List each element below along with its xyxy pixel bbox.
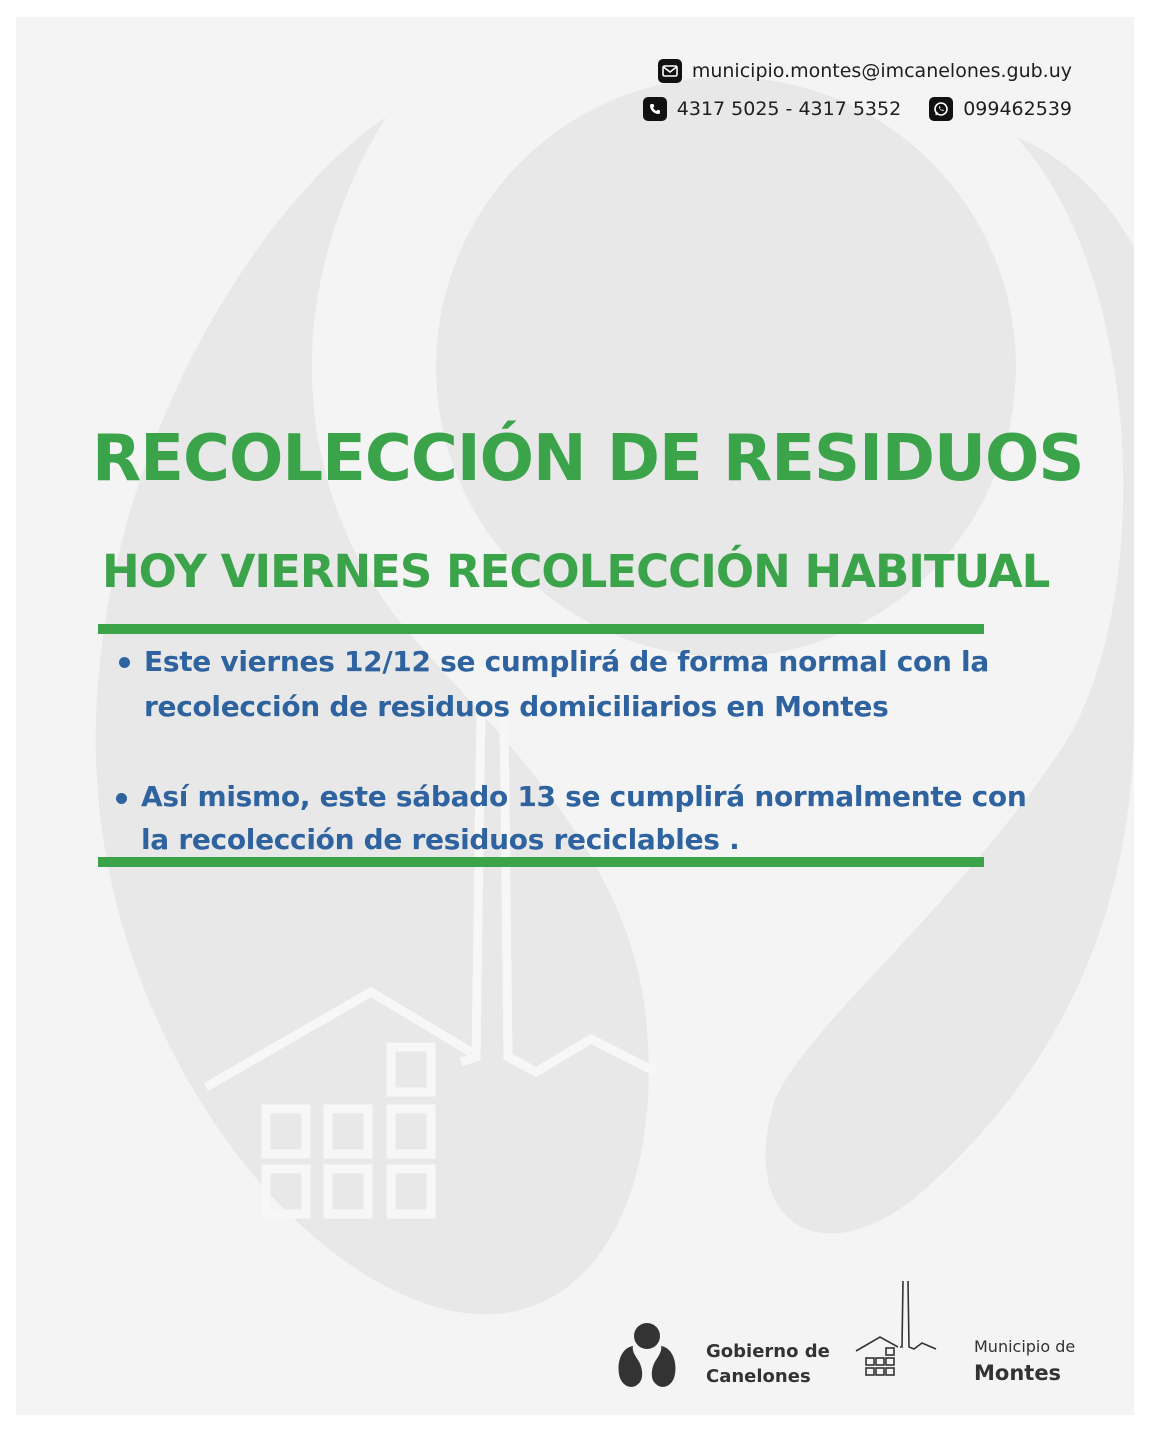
main-title: RECOLECCIÓN DE RESIDUOS (92, 422, 1084, 496)
green-divider-top (98, 624, 984, 634)
footer-logos (616, 1279, 1096, 1399)
green-divider-bottom (98, 857, 984, 867)
gobierno-canelones-label (706, 1339, 830, 1389)
announcement-list (112, 639, 1042, 861)
phone-row (643, 97, 1072, 121)
municipio-line2: Montes (974, 1361, 1062, 1385)
gobierno-line2: Canelones (706, 1366, 811, 1387)
flyer-card (16, 17, 1134, 1415)
municipio-montes-label (974, 1334, 1075, 1386)
municipio-line1: Municipio de (974, 1337, 1076, 1356)
phone-icon (643, 97, 667, 121)
contact-block (643, 59, 1072, 135)
municipio-montes-logo (854, 1279, 944, 1379)
email-row (643, 59, 1072, 83)
phone-numbers[interactable]: 4317 5025 - 4317 5352 (676, 98, 902, 120)
subtitle: HOY VIERNES RECOLECCIÓN HABITUAL (102, 545, 1050, 598)
list-item: Este viernes 12/12 se cumplirá de forma normal con la recolección de residuos domiciliarios en Montes (112, 639, 1042, 729)
gobierno-canelones-logo (616, 1322, 678, 1390)
mail-icon (658, 59, 682, 83)
email-text[interactable]: municipio.montes@imcanelones.gub.uy (691, 60, 1072, 82)
whatsapp-number[interactable]: 099462539 (963, 98, 1072, 120)
list-item: Así mismo, este sábado 13 se cumplirá normalmente con la recolección de residuos reciclables . (109, 775, 1039, 861)
whatsapp-icon (929, 97, 953, 121)
gobierno-line1: Gobierno de (706, 1341, 830, 1362)
